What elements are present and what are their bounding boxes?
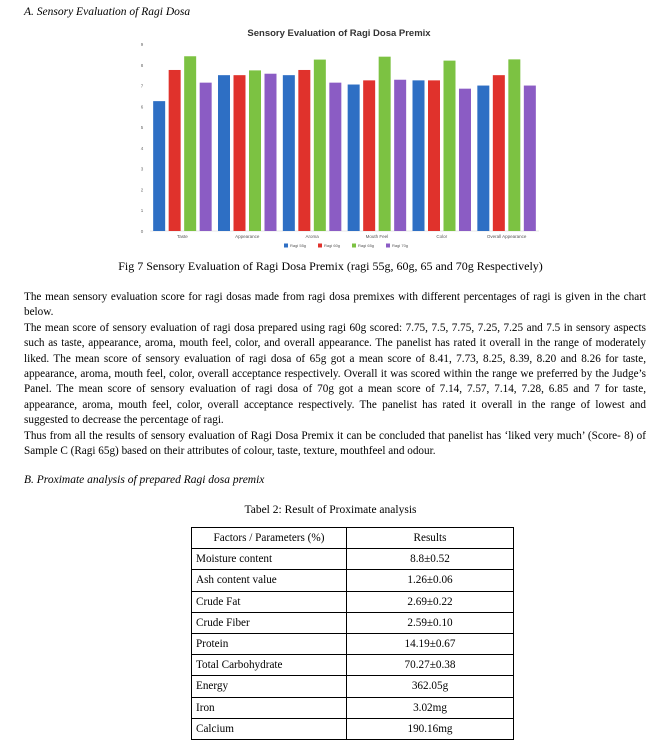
figure-caption: Fig 7 Sensory Evaluation of Ragi Dosa Premix (ragi 55g, 60g, 65 and 70g Respectively)	[118, 259, 543, 273]
table-cell: Crude Fat	[192, 591, 347, 612]
legend-swatch	[318, 244, 322, 248]
y-tick-label: 6	[140, 104, 144, 110]
y-tick-label: 1	[140, 208, 144, 214]
table-cell: Ash content value	[192, 570, 347, 591]
table-cell: 8.8±0.52	[347, 549, 514, 570]
legend-label: Ragi 55g	[290, 243, 307, 248]
table-cell: 70.27±0.38	[347, 655, 514, 676]
y-tick-label: 0	[140, 229, 144, 234]
bar	[348, 85, 360, 231]
column-header: Results	[347, 528, 514, 549]
table-row	[192, 697, 514, 718]
paragraph: Thus from all the results of sensory evaluation of Ragi Dosa Premix it can be concluded that panelist has ‘liked very much’ (Score- 8) of Sample C (Ragi 65g) based on their attributes of colour, taste, texture, mouthfeel and odour.	[24, 429, 646, 458]
bar	[413, 80, 425, 231]
bar	[153, 101, 165, 231]
column-header: Factors / Parameters (%)	[192, 528, 347, 549]
bar	[184, 56, 196, 231]
chart-title: Sensory Evaluation of Ragi Dosa Premix	[247, 28, 431, 39]
table-cell: Iron	[192, 697, 347, 718]
bar	[283, 75, 295, 231]
table-row	[192, 612, 514, 633]
table-cell: 362.05g	[347, 676, 514, 697]
table-header-row	[192, 528, 514, 549]
bar	[493, 75, 505, 231]
bar	[234, 75, 246, 231]
legend-swatch	[352, 244, 356, 248]
table-cell: Calcium	[192, 718, 347, 739]
bar	[459, 89, 471, 231]
legend-label: Ragi 60g	[324, 243, 341, 248]
sensory-bar-chart	[134, 22, 545, 257]
table-cell: Total Carbohydrate	[192, 655, 347, 676]
bar	[218, 75, 230, 231]
bar	[524, 86, 536, 231]
y-tick-label: 5	[140, 125, 144, 131]
section-a-heading: A. Sensory Evaluation of Ragi Dosa	[24, 6, 191, 18]
y-tick-label: 3	[140, 166, 144, 172]
bar	[379, 57, 391, 231]
bar	[428, 80, 440, 231]
table-cell: Energy	[192, 676, 347, 697]
table-cell: Moisture content	[192, 549, 347, 570]
y-tick-label: 4	[140, 145, 144, 151]
table-cell: 14.19±0.67	[347, 633, 514, 654]
bar	[508, 59, 520, 231]
bar	[265, 74, 277, 231]
x-tick-label: Taste	[177, 234, 188, 239]
table-cell: 190.16mg	[347, 718, 514, 739]
table-row	[192, 549, 514, 570]
x-tick-label: Appearance	[235, 234, 260, 239]
bar	[363, 80, 375, 231]
x-tick-label: Aroma	[305, 234, 319, 239]
section-b-heading: B. Proximate analysis of prepared Ragi dosa premix	[24, 474, 265, 486]
bar	[444, 61, 456, 231]
x-tick-label: Overall Appearance	[486, 234, 527, 239]
bar	[329, 83, 341, 231]
paragraph: The mean sensory evaluation score for ragi dosas made from ragi dosa premixes with different percentages of ragi is given in the chart below.	[24, 291, 646, 319]
body-text	[24, 290, 646, 459]
table-row	[192, 676, 514, 697]
proximate-table	[191, 527, 514, 740]
table-cell: Crude Fiber	[192, 612, 347, 633]
legend-swatch	[386, 244, 390, 248]
x-tick-label: Mouth Feel	[365, 234, 389, 239]
y-tick-label: 7	[140, 83, 144, 89]
table-cell: 1.26±0.06	[347, 570, 514, 591]
bar	[169, 70, 181, 231]
table-cell: 3.02mg	[347, 697, 514, 718]
table-cell: 2.69±0.22	[347, 591, 514, 612]
x-tick-label: Color	[436, 234, 448, 239]
table-row	[192, 633, 514, 654]
legend-label: Ragi 65g	[358, 243, 375, 248]
table-row	[192, 570, 514, 591]
legend-swatch	[284, 244, 288, 248]
bar	[477, 86, 489, 231]
bar	[298, 70, 310, 231]
bar	[314, 60, 326, 231]
table-row	[192, 591, 514, 612]
y-tick-label: 9	[140, 42, 144, 47]
table-title: Tabel 2: Result of Proximate analysis	[244, 504, 417, 516]
bar	[200, 83, 212, 231]
y-tick-label: 8	[140, 62, 144, 68]
y-tick-label: 2	[140, 187, 144, 193]
bar	[249, 70, 261, 231]
bar	[394, 80, 406, 231]
legend-label: Ragi 70g	[392, 243, 409, 248]
table-row	[192, 655, 514, 676]
table-row	[192, 718, 514, 739]
paragraph: The mean score of sensory evaluation of ragi dosa prepared using ragi 60g scored: 7.75, 7.5, 7.75, 7.25, 7.25 and 7.5 in sensory aspects such as taste, appearance, aroma, mouth feel, color, and overall appearance. The panelist has rated it overall in the range of moderately liked. The mean score of sensory evaluation of ragi dosa of 65g got a mean score of 8.41, 7.73, 8.25, 8.39, 8.20 and 8.26 for taste, appearance, aroma, mouth feel, color, overall acceptance respectively. Overall it was scored within the range we preferred by the Judge’s Panel. The mean score of sensory evaluation of ragi dosa of 70g got a mean score of 7.14, 7.57, 7.14, 7.28, 6.85 and 7 for taste, appearance, aroma, mouth feel, color, overall acceptance respectively. The panelist has rated it overall in the range of lowest and suggested to decrease the percentage of ragi.	[24, 321, 646, 427]
table-cell: Protein	[192, 633, 347, 654]
table-cell: 2.59±0.10	[347, 612, 514, 633]
